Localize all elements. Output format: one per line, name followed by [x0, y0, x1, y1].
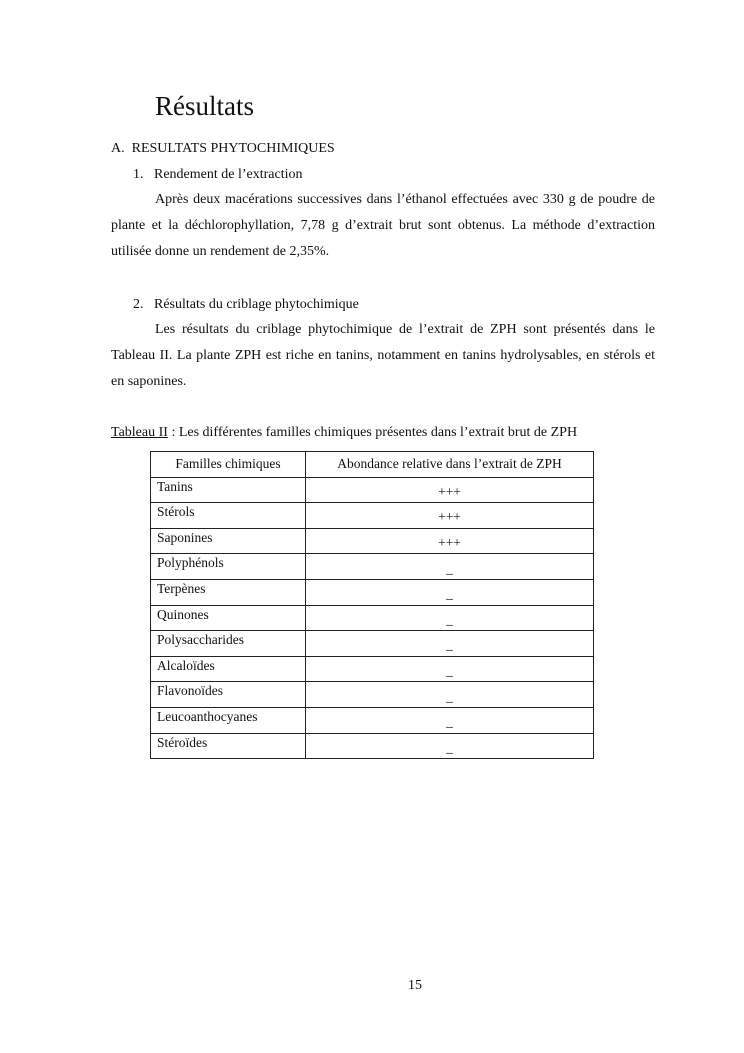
- abundance-cell: _: [306, 605, 594, 631]
- header-abundance: Abondance relative dans l’extrait de ZPH: [306, 452, 594, 478]
- family-cell: Saponines: [151, 528, 306, 554]
- table-row: [151, 477, 594, 503]
- family-cell: Alcaloïdes: [151, 656, 306, 682]
- table-caption-label: Tableau II: [111, 425, 168, 440]
- table-row: [151, 733, 594, 759]
- subsection-2-paragraph: Les résultats du criblage phytochimique de l’extrait de ZPH sont présentés dans le Tableau II. La plante ZPH est riche en tanins, notamment en tanins hydrolysables, en stérols et en saponines.: [111, 322, 655, 389]
- table-row: [151, 503, 594, 529]
- family-cell: Polysaccharides: [151, 631, 306, 657]
- family-cell: Leucoanthocyanes: [151, 707, 306, 733]
- header-families: Familles chimiques: [151, 452, 306, 478]
- family-cell: Tanins: [151, 477, 306, 503]
- table-row: [151, 579, 594, 605]
- abundance-cell: _: [306, 733, 594, 759]
- family-cell: Stérols: [151, 503, 306, 529]
- subsection-1-paragraph: Après deux macérations successives dans l’éthanol effectuées avec 330 g de poudre de plante et la déchlorophyllation, 7,78 g d’extrait brut sont obtenus. La méthode d’extraction utilisée donne un rendement de 2,35%.: [111, 192, 655, 259]
- abundance-cell: +++: [306, 503, 594, 529]
- abundance-cell: _: [306, 682, 594, 708]
- table-header-row: [151, 452, 594, 478]
- abundance-cell: +++: [306, 528, 594, 554]
- subsection-2-number: 2.: [133, 297, 144, 312]
- subsection-1-heading: [133, 165, 303, 185]
- page-number: 15: [408, 978, 422, 993]
- table-row: [151, 682, 594, 708]
- table-row: [151, 656, 594, 682]
- abundance-cell: _: [306, 554, 594, 580]
- family-cell: Polyphénols: [151, 554, 306, 580]
- table-row: [151, 631, 594, 657]
- family-cell: Terpènes: [151, 579, 306, 605]
- table-row: [151, 707, 594, 733]
- table-row: [151, 605, 594, 631]
- table-row: [151, 528, 594, 554]
- subsection-2-title: Résultats du criblage phytochimique: [154, 297, 359, 312]
- family-cell: Flavonoïdes: [151, 682, 306, 708]
- family-cell: Stéroïdes: [151, 733, 306, 759]
- table-caption: [111, 423, 577, 443]
- subsection-1-number: 1.: [133, 167, 144, 182]
- subsection-1-title: Rendement de l’extraction: [154, 167, 303, 182]
- abundance-cell: _: [306, 656, 594, 682]
- family-cell: Quinones: [151, 605, 306, 631]
- abundance-cell: _: [306, 707, 594, 733]
- page-title: Résultats: [155, 91, 254, 121]
- table-caption-text: : Les différentes familles chimiques présentes dans l’extrait brut de ZPH: [167, 425, 578, 440]
- section-a-title: RESULTATS PHYTOCHIMIQUES: [131, 141, 335, 156]
- abundance-cell: +++: [306, 477, 594, 503]
- section-a-heading: [111, 139, 335, 159]
- subsection-2-heading: [133, 295, 359, 315]
- table-row: [151, 554, 594, 580]
- chemical-families-table: [150, 451, 594, 759]
- abundance-cell: _: [306, 579, 594, 605]
- section-a-marker: A.: [111, 141, 125, 156]
- abundance-cell: _: [306, 631, 594, 657]
